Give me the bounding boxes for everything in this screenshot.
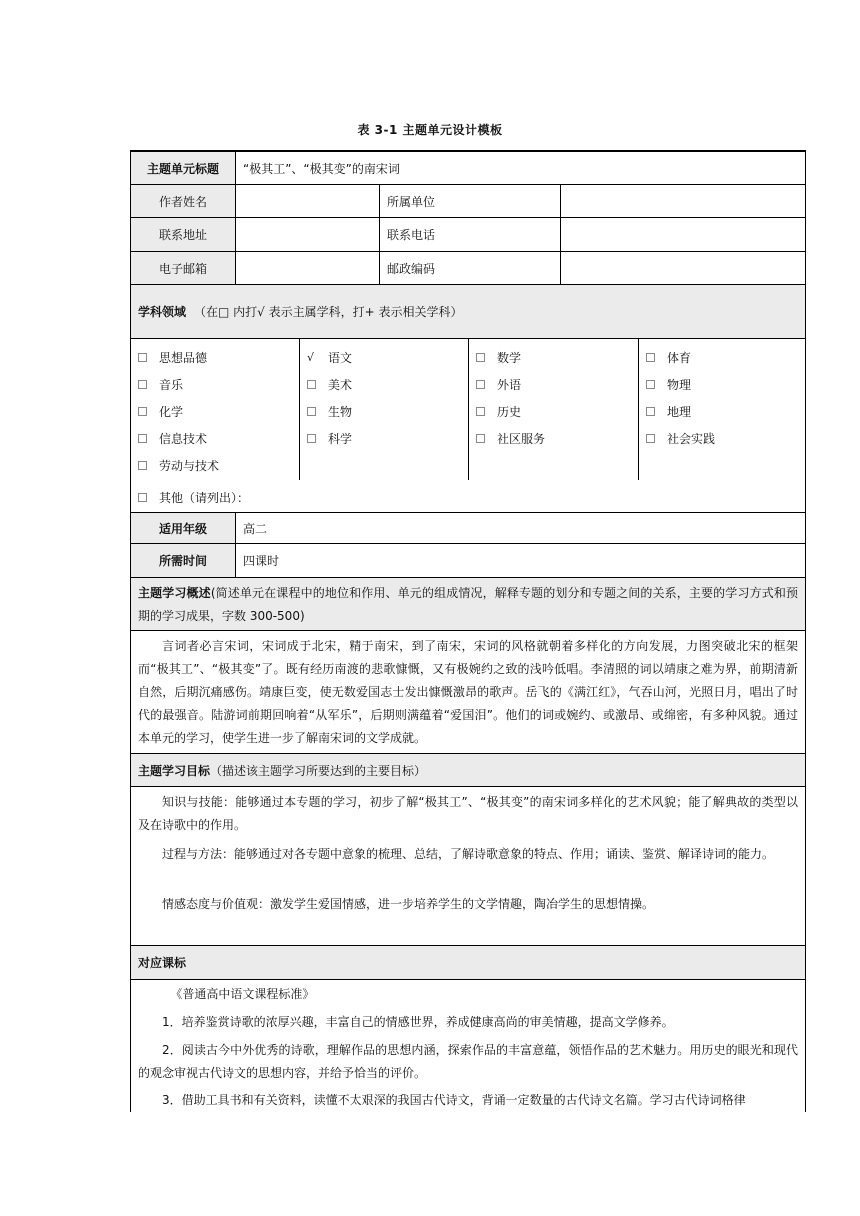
org-value[interactable]	[560, 185, 805, 217]
phone-value[interactable]	[560, 218, 805, 251]
overview-header-row	[131, 578, 805, 631]
standards-title: 对应课标	[138, 956, 187, 970]
overview-title: 主题学习概述	[138, 586, 211, 600]
grade-value: 高二	[235, 513, 805, 543]
goals-desc: （描述该主题学习所要达到的主要目标）	[210, 763, 427, 778]
table-caption: 表 3-1 主题单元设计模板	[357, 123, 503, 137]
subject-label: 科学	[328, 431, 353, 446]
subject-label: 地理	[667, 404, 692, 419]
overview-body-row	[131, 631, 805, 754]
subject-label: 社区服务	[497, 431, 546, 446]
subject-option[interactable]	[646, 376, 691, 392]
goals-header	[131, 754, 805, 786]
checkbox-icon[interactable]	[307, 407, 316, 416]
overview-desc: (简述单元在课程中的地位和作用、单元的组成情况，解释专题的划分和专题之间的关系，主要的学习方式和预期的学习成果，字数 300-500)	[138, 586, 798, 623]
goal-process: 过程与方法：能够通过对各专题中意象的梳理、总结，了解诗歌意象的特点、作用；诵读、鉴赏、解译诗词的能力。	[162, 847, 775, 861]
org-label: 所属单位	[379, 185, 560, 217]
unit-title-value: “极其工”、“极其变”的南宋词	[235, 152, 805, 184]
goals-header-row	[131, 754, 805, 787]
checkbox-icon[interactable]	[138, 380, 147, 389]
goal-knowledge: 知识与技能：能够通过本专题的学习，初步了解“极其工”、“极其变”的南宋词多样化的艺术风貌；能了解典故的类型以及在诗歌中的作用。	[138, 795, 798, 832]
author-label: 作者姓名	[131, 185, 235, 217]
subject-label: 数学	[497, 350, 522, 365]
subject-label: 物理	[667, 377, 692, 392]
time-row	[131, 544, 805, 578]
subject-option[interactable]	[476, 349, 521, 365]
author-row	[131, 185, 805, 218]
subject-area-row	[131, 285, 805, 339]
checkbox-icon[interactable]	[138, 493, 147, 502]
subject-area-title: 学科领域	[138, 305, 187, 319]
email-label: 电子邮箱	[131, 252, 235, 284]
checkbox-icon[interactable]	[307, 434, 316, 443]
unit-title-label: 主题单元标题	[131, 152, 235, 184]
subject-label: 社会实践	[667, 431, 716, 446]
subject-label: 思想品德	[159, 350, 208, 365]
subject-other[interactable]	[138, 489, 249, 505]
subjects-divider	[638, 339, 639, 480]
design-template-table	[130, 150, 806, 1112]
email-value[interactable]	[235, 252, 379, 284]
subject-option[interactable]	[476, 376, 521, 392]
address-row	[131, 218, 805, 252]
checkbox-icon[interactable]	[307, 380, 316, 389]
subject-option[interactable]	[307, 430, 352, 446]
subject-area-header	[131, 285, 805, 338]
unit-title-row	[131, 152, 805, 185]
checkbox-icon[interactable]	[476, 434, 485, 443]
subject-label: 生物	[328, 404, 353, 419]
checkmark-icon[interactable]: √	[307, 350, 315, 364]
subjects-grid	[131, 339, 805, 512]
standard-item: 3．借助工具书和有关资料，读懂不太艰深的我国古代诗文，背诵一定数量的古代诗文名篇。学习古代诗词格律	[162, 1093, 746, 1107]
subject-option[interactable]	[307, 403, 352, 419]
subject-label: 美术	[328, 377, 353, 392]
standard-item: 2．阅读古今中外优秀的诗歌，理解作品的思想内涵，探索作品的丰富意蕴，领悟作品的艺术魅力。用历史的眼光和现代的观念审视古代诗文的思想内容，并给予恰当的评价。	[138, 1043, 798, 1080]
standards-header-row	[131, 946, 805, 980]
subject-option[interactable]	[476, 403, 521, 419]
standards-source: 《普通高中语文课程标准》	[170, 987, 315, 1001]
checkbox-icon[interactable]	[646, 380, 655, 389]
subject-option[interactable]	[307, 349, 352, 365]
subjects-divider	[299, 339, 300, 480]
checkbox-icon[interactable]	[138, 407, 147, 416]
standards-body-row	[131, 980, 805, 1112]
checkbox-icon[interactable]	[138, 353, 147, 362]
goals-title: 主题学习目标	[138, 763, 211, 778]
checkbox-icon[interactable]	[646, 407, 655, 416]
subject-label: 外语	[497, 377, 522, 392]
subject-other-label: 其他（请列出）：	[159, 490, 250, 505]
postal-value[interactable]	[560, 252, 805, 284]
subject-option[interactable]	[138, 430, 207, 446]
grade-row	[131, 512, 805, 544]
subject-option[interactable]	[138, 349, 207, 365]
overview-body: 言词者必言宋词，宋词成于北宋，精于南宋，到了南宋，宋词的风格就朝着多样化的方向发展，力图突破北宋的框架而“极其工”、“极其变”了。既有经历南渡的悲歌慷慨，又有极婉约之致的浅吟低唱。李清照的词以靖康之难为界，前期清新自然，后期沉痛感伤。靖康巨变，使无数爱国志士发出慷慨激昂的歌声。岳飞的《满江红》，气吞山河，光照日月，唱出了时代的最强音。陆游词前期回响着“从军乐”，后期则满蕴着“爱国泪”。他们的词或婉约、或激昂、或绵密，有多种风貌。通过本单元的学习，使学生进一步了解南宋词的文学成就。	[138, 639, 798, 745]
subject-label: 体育	[667, 350, 692, 365]
subject-label: 语文	[328, 350, 353, 365]
subject-area-note: （在□ 内打√ 表示主属学科，打+ 表示相关学科）	[194, 305, 463, 319]
subject-option[interactable]	[138, 403, 183, 419]
time-label: 所需时间	[131, 544, 235, 577]
subject-label: 信息技术	[159, 431, 208, 446]
postal-label: 邮政编码	[379, 252, 560, 284]
checkbox-icon[interactable]	[646, 434, 655, 443]
time-value: 四课时	[235, 544, 805, 577]
subject-label: 化学	[159, 404, 184, 419]
subject-option[interactable]	[646, 403, 691, 419]
checkbox-icon[interactable]	[476, 353, 485, 362]
overview-header	[138, 582, 798, 628]
subject-option[interactable]	[138, 376, 183, 392]
phone-label: 联系电话	[379, 218, 560, 251]
subjects-divider	[468, 339, 469, 480]
subject-option[interactable]	[138, 457, 219, 473]
subject-label: 历史	[497, 404, 522, 419]
checkbox-icon[interactable]	[646, 353, 655, 362]
goals-body-row	[131, 787, 805, 946]
email-row	[131, 252, 805, 285]
author-value[interactable]	[235, 185, 379, 217]
subject-label: 音乐	[159, 377, 184, 392]
checkbox-icon[interactable]	[138, 434, 147, 443]
grade-label: 适用年级	[131, 513, 235, 543]
subject-label: 劳动与技术	[159, 458, 220, 473]
address-value[interactable]	[235, 218, 379, 251]
checkbox-icon[interactable]	[476, 380, 485, 389]
goal-attitude: 情感态度与价值观：激发学生爱国情感，进一步培养学生的文学情趣，陶冶学生的思想情操。	[162, 897, 655, 911]
subject-option[interactable]	[646, 349, 691, 365]
checkbox-icon[interactable]	[138, 461, 147, 470]
subject-option[interactable]	[646, 430, 715, 446]
address-label: 联系地址	[131, 218, 235, 251]
subject-option[interactable]	[476, 430, 545, 446]
checkbox-icon[interactable]	[476, 407, 485, 416]
subject-option[interactable]	[307, 376, 352, 392]
standard-item: 1．培养鉴赏诗歌的浓厚兴趣，丰富自己的情感世界，养成健康高尚的审美情趣，提高文学修养。	[162, 1015, 674, 1029]
